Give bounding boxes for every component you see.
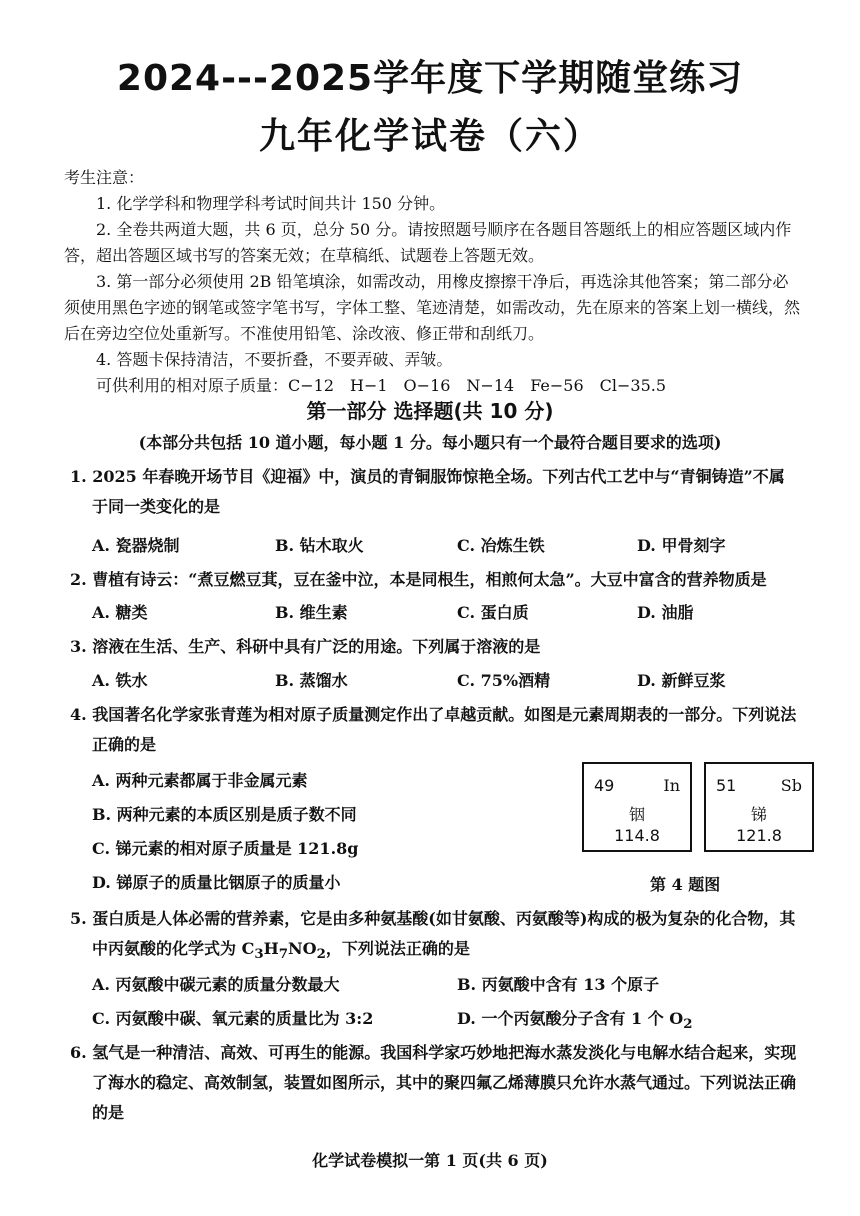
q2-option-b: B. 维生素 <box>275 603 348 622</box>
element-indium-mass: 114.8 <box>614 826 660 845</box>
section-title: 第一部分 选择题(共 10 分) <box>306 399 554 423</box>
element-antimony-name: 锑 <box>750 805 767 824</box>
notice-item-2: 2. 全卷共两道大题，共 6 页，总分 50 分。请按照题号顺序在各题目答题纸上的相应答题区域内作答，超出答题区域书写的答案无效；在草稿纸、试题卷上答题无效。 <box>64 220 792 265</box>
q1-option-c: C. 冶炼生铁 <box>457 536 545 555</box>
question-3 <box>70 632 800 662</box>
notice-heading: 考生注意： <box>64 168 145 187</box>
element-card-indium <box>582 762 692 852</box>
q5-option-a: A. 丙氨酸中碳元素的质量分数最大 <box>92 975 340 994</box>
q1-option-b: B. 钻木取火 <box>275 536 364 555</box>
exam-title-line2: 九年化学试卷（六） <box>258 116 601 157</box>
q3-option-d: D. 新鲜豆浆 <box>637 671 726 690</box>
element-antimony-mass: 121.8 <box>736 826 782 845</box>
exam-title-line1: 2024---2025学年度下学期随堂练习 <box>116 58 744 99</box>
question-6 <box>70 1038 800 1128</box>
q5-option-b: B. 丙氨酸中含有 13 个原子 <box>457 975 660 994</box>
page-footer: 化学试卷模拟一第 1 页(共 6 页) <box>312 1151 548 1170</box>
question-5 <box>70 904 800 969</box>
q3-option-a: A. 铁水 <box>92 671 148 690</box>
section-description: (本部分共包括 10 道小题，每小题 1 分。每小题只有一个最符合题目要求的选项) <box>138 433 722 452</box>
q2-option-a: A. 糖类 <box>92 603 148 622</box>
element-indium-number: 49 <box>594 776 615 795</box>
element-antimony-symbol: Sb <box>780 776 802 795</box>
q1-option-a: A. 瓷器烧制 <box>92 536 180 555</box>
question-1-stem: 1. 2025 年春晚开场节目《迎福》中，演员的青铜服饰惊艳全场。下列古代工艺中与“青铜铸造”不属于同一类变化的是 <box>70 467 785 516</box>
element-card-antimony <box>704 762 814 852</box>
notice-item-1: 1. 化学学科和物理学科考试时间共计 150 分钟。 <box>96 194 446 213</box>
question-3-stem: 3. 溶液在生活、生产、科研中具有广泛的用途。下列属于溶液的是 <box>70 637 541 656</box>
atomic-mass-list: 可供利用的相对原子质量：C−12 H−1 O−16 N−14 Fe−56 Cl−35.5 <box>96 376 667 395</box>
notice-item-4: 4. 答题卡保持清洁，不要折叠，不要弄破、弄皱。 <box>96 350 453 369</box>
figure-4-caption: 第 4 题图 <box>650 875 721 894</box>
notice-item-3: 3. 第一部分必须使用 2B 铅笔填涂，如需改动，用橡皮擦擦干净后，再选涂其他答案；第二部分必须使用黑色字迹的钢笔或签字笔书写，字体工整、笔迹清楚，如需改动，先在原来的答案上划一横线，然后在旁边空位处重新写。不准使用铅笔、涂改液、修正带和刮纸刀。 <box>64 272 801 343</box>
question-6-stem: 6. 氢气是一种清洁、高效、可再生的能源。我国科学家巧妙地把海水蒸发淡化与电解水结合起来，实现了海水的稳定、高效制氢，装置如图所示，其中的聚四氟乙烯薄膜只允许水蒸气通过。下列说法正确的是 <box>70 1043 797 1122</box>
q3-option-c: C. 75%酒精 <box>457 671 551 690</box>
q1-option-d: D. 甲骨刻字 <box>637 536 726 555</box>
q2-option-c: C. 蛋白质 <box>457 603 529 622</box>
question-2-stem: 2. 曹植有诗云：“煮豆燃豆萁，豆在釜中泣，本是同根生，相煎何太急”。大豆中富含的营养物质是 <box>70 570 767 589</box>
question-2 <box>70 565 800 595</box>
q5-option-d: D. 一个丙氨酸分子含有 1 个 $O_2$ <box>457 1009 693 1033</box>
q4-option-d: D. 锑原子的质量比铟原子的质量小 <box>92 873 341 892</box>
question-1 <box>70 462 800 522</box>
question-4-stem: 4. 我国著名化学家张青莲为相对原子质量测定作出了卓越贡献。如图是元素周期表的一部分。下列说法正确的是 <box>70 705 797 754</box>
q2-option-d: D. 油脂 <box>637 603 694 622</box>
q4-option-b: B. 两种元素的本质区别是质子数不同 <box>92 805 357 824</box>
q5-option-c: C. 丙氨酸中碳、氧元素的质量比为 3:2 <box>92 1009 374 1028</box>
q4-option-c: C. 锑元素的相对原子质量是 121.8g <box>92 839 359 858</box>
q3-option-b: B. 蒸馏水 <box>275 671 348 690</box>
question-4 <box>70 700 800 760</box>
question-5-stem: 5. 蛋白质是人体必需的营养素，它是由多种氨基酸(如甘氨酸、丙氨酸等)构成的极为复杂的化合物，其中丙氨酸的化学式为 $C_3H_7NO_2$，下列说法正确的是 <box>70 909 796 963</box>
element-indium-name: 铟 <box>628 805 645 824</box>
element-indium-symbol: In <box>663 776 680 795</box>
candidate-notice <box>64 165 804 399</box>
q4-option-a: A. 两种元素都属于非金属元素 <box>92 771 308 790</box>
element-antimony-number: 51 <box>716 776 737 795</box>
